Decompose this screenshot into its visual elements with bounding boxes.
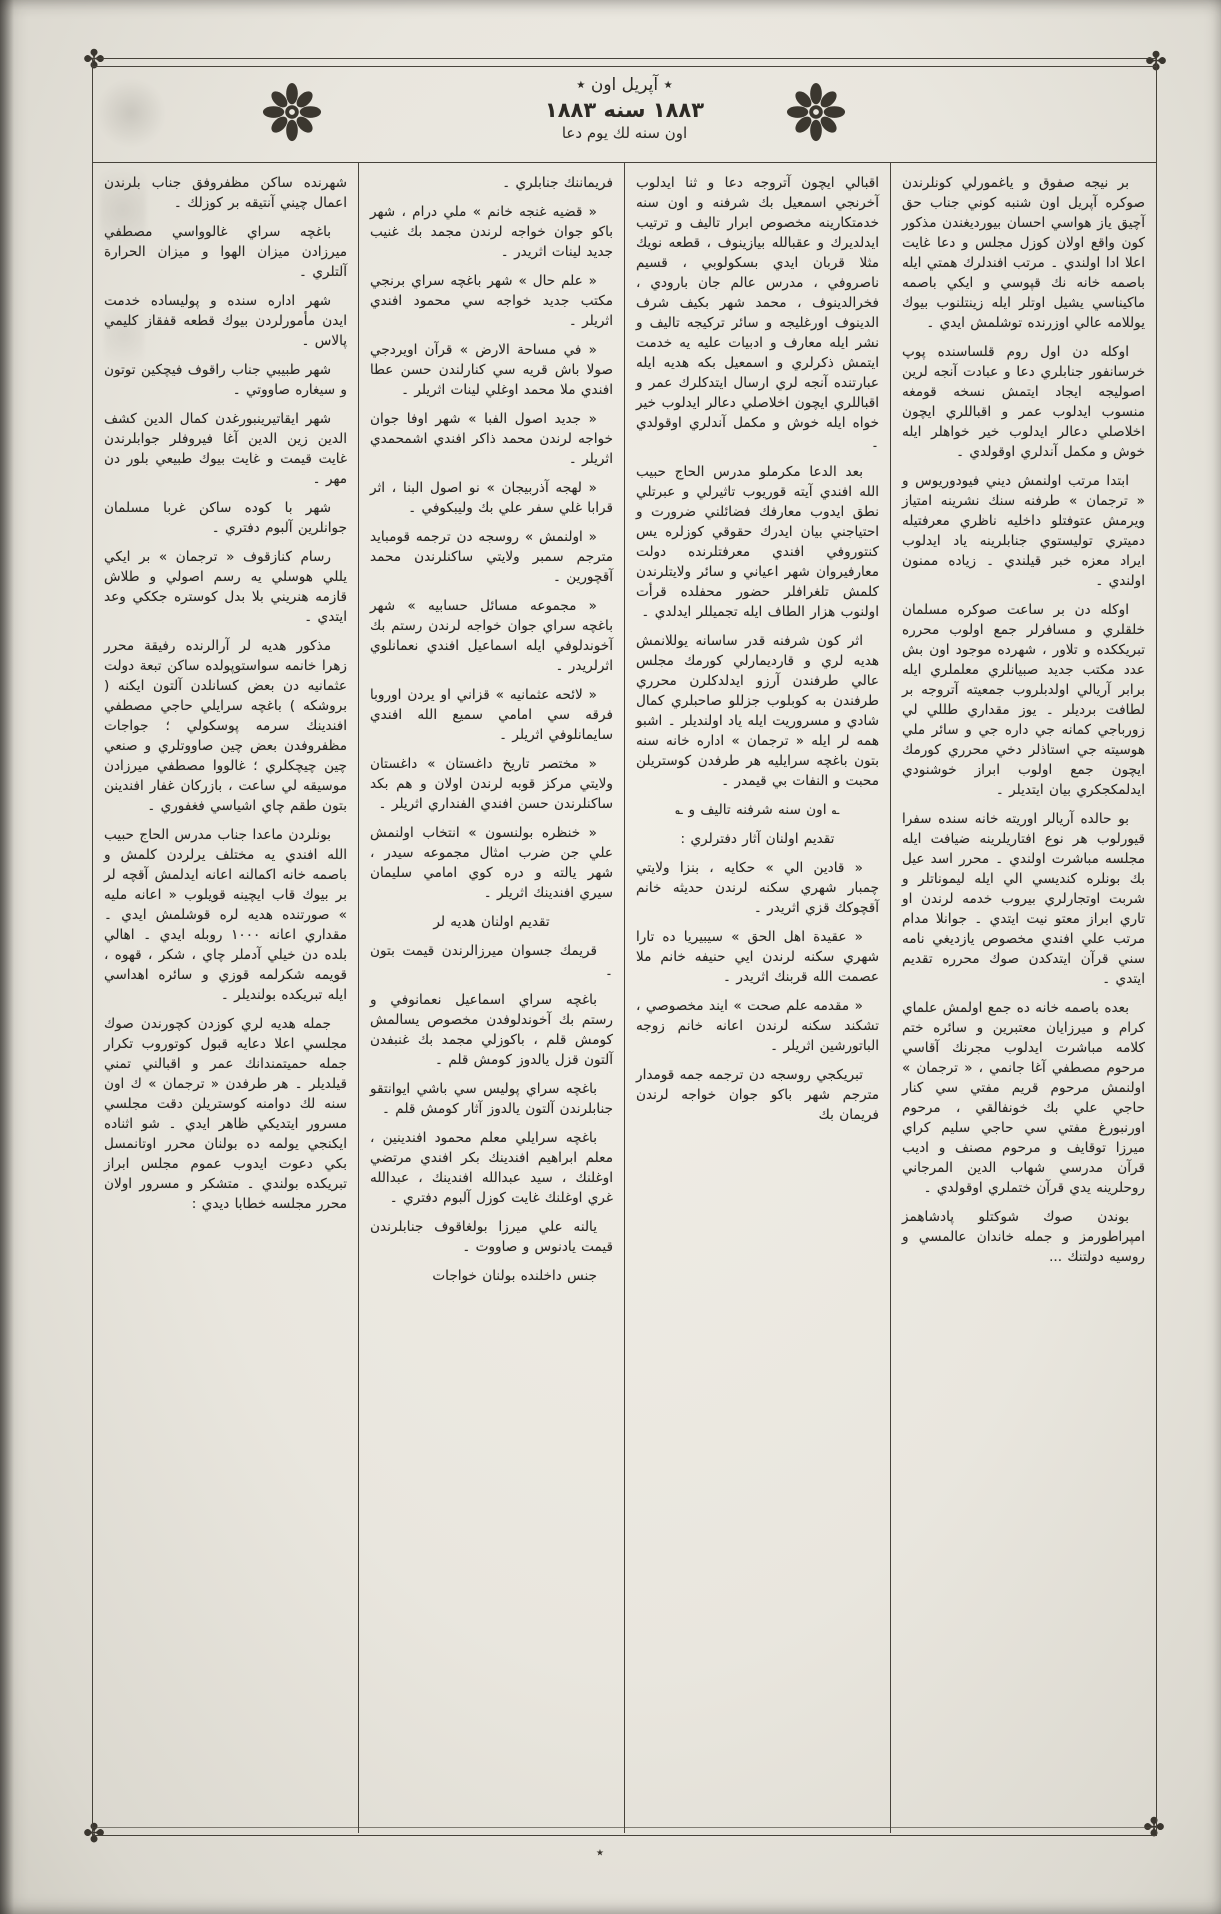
paragraph: بعد الدعا مكرملو مدرس الحاج حبيب الله افندي آيته قوريوب تاثيرلي و عبرتلي نطق ايدوب معارفك فضائلني ضرورت و احتياجني بيان ايدرك حقوقي كوزلره يس كنتوروفي افندي معرفتلرنده دولت معارفيروان شهر اعياني و سائر ولايتلرندن كلمش تلغرافلر حضور محفلده قرأت اولنوب هزار الطاف ايله تجميللر ايدلدي ۔ [636, 464, 879, 620]
paragraph: شهر با كوده ساكن غربا مسلمان جوانلرين آلبوم دفتري ۔ [104, 500, 347, 536]
column-1 [890, 163, 1156, 1833]
paragraph: باغچه سراي غالوواسي مصطفي ميرزادن ميزان الهوا و ميزان الحرارة آلتلري ۔ [104, 224, 347, 280]
paragraph: « اولنمش » روسجه دن ترجمه قومبايد مترجم سمبر ولايتي ساكنلرندن محمد آقچورين ۔ [370, 529, 613, 585]
paragraph: بو حالده آريالر اوريته خانه سنده سفرا قيورلوب هر نوع افتاريلرينه ضيافت ايله مجلسه مباشرت اولندي ۔ محرر اسد عيل بك بونلره كنديسي الي ايله ليموناتلر و شربت اوتجارلري بيروب خدمه لرندن او تاري ابراز معتو نيت ايتدي ۔ جوانلا مدام مرتب علي افندي مخصوص يازديغي نامه سني قرآن ايتدكدن صوك محرره تقديم ايتدي ۔ [902, 811, 1145, 987]
paragraph: بونلردن ماعدا جناب مدرس الحاج حبيب الله افندي يه مختلف يرلردن كلمش و باصمه خانه اكمالنه اعانه ايدلمش آقچه لر بر بيوك قاب ايچينه قويلوب « اعانه مليه » صورتنده هديه لره قوشلمش ايدي ۔ مقداري اعانه ١٠٠٠ روبله ايدي ۔ اهالي بلده دن خيلي آدملر چاي ، شكر ، قهوه ، قويمه شكرلمه قوزي و سائره اهداسي ايله تبريكده بولنديلر ۔ [104, 827, 347, 1003]
corner-ornament-icon: ✤ [1145, 47, 1167, 77]
paragraph: « لائحه عثمانيه » قزاني او يردن اوروبا فرقه سي امامي سميع الله افندي سايمانلوفي اثريلر ۔ [370, 687, 613, 743]
paragraph: اوكله دن اول روم قلساسنده پوپ خرسانفور جنابلري دعا و عبادت آنجه لرين اصوليجه ايجاد ايتمش نسخه قومغه منسوب ايدلوب عمر و اقباللري ايچون اخلاصلي دعالر ايدلوب خير خواهلر ايله خوش و مكمل آندلري اوقولدي ۔ [902, 344, 1145, 460]
paragraph: بعده باصمه خانه ده جمع اولمش علماي كرام و ميرزايان معتبرين و سائره ختم كلامه مباشرت ايدلوب مجرنك آقاسي مرحوم مصطفي آغا جانمي ، « ترجمان » اولنمش مرحوم قريم مفتي سي كنار حاجي علي بك خونفالقي ، مرحوم اورنبورغ مفتي سي حاجي سليم كراي ميرزا توقايف و مرحوم مصنف و اديب قرآن مدرسي شهاب الدين المرجاني روحلرينه يدي قرآن ختملري اوقولدي ۔ [902, 1000, 1145, 1196]
paragraph: بوندن صوك شوكتلو پادشاهمز امپراطورمز و جمله خاندان عالمسي و روسيه دولتنك ... [902, 1209, 1145, 1265]
paragraph: مذكور هديه لر آرالرنده رفيقة محرر زهرا خانمه سواستوپولده ساكن تبعة دولت عثمانيه دن بعض كسانلدن آلتون ايكنه ( بروشكه ) باغچه سرايلي حاجي مصطفي افندينك سرمه پوسكولي ؛ جواجات مظفروفدن بعض چين صاووتلري و صنعي چين چيچكلري ؛ غالووا مصطفي ميرزادن موسيقه لي ساعت ، بازركان غفار افندينن بتون طقم چاي اشياسي فغفوري ۔ [104, 638, 347, 814]
paragraph: تبريكجي روسجه دن ترجمه جمه قومدار مترجم شهر باكو جوان خواجه لرندن فريمان بك [636, 1067, 879, 1123]
bottom-ornament-icon: ٭ [595, 1843, 605, 1861]
paragraph: شهر طبيبي جناب راقوف فيچكين توتون و سيغاره صاووتي ۔ [104, 362, 347, 398]
paragraph: « مختصر تاريخ داغستان » داغستان ولايتي مركز قوبه لرندن اولان و هم بكد ساكنلرندن حسن افندي الفنداري اثريلر ۔ [370, 756, 613, 812]
column-4 [93, 163, 358, 1833]
column-3 [358, 163, 624, 1833]
paragraph: باغچه سراي پوليس سي باشي ايوانتقو جنابلرندن آلتون يالدوز آثار كومش قلم ۔ [370, 1081, 613, 1117]
corner-ornament-icon: ✤ [83, 1819, 105, 1849]
paragraph: تقديم اولنان آثار دفترلري : [680, 831, 835, 847]
paragraph: يالنه علي ميرزا بولغاقوف جنابلرندن قيمت يادنوس و صاووت ۔ [370, 1219, 613, 1255]
paragraph: تقديم اولنان هديه لر [433, 914, 550, 930]
masthead-year-line: ١٨٨٣ سنه ١٨٨٣ [544, 98, 705, 122]
paragraph: اوكله دن بر ساعت صوكره مسلمان خلقلري و مسافرلر جمع اولوب محرره تبريككده و تلاور ، شهرده موجود اون بش عدد مكتب جديد صبيانلري معلملري ايله برابر آريالي اولدبلروب جمعيته آتروجه بر لطافت برديلر ۔ يوز مقداري طللي لي زورباجي كمانه جي داره جي و سائر ملي هوسيته جي استاذلر دخي محرري كورمك ايچون جمع اولوب ابراز خوشنودي ايدلمكجكري بيان ايتديلر ۔ [902, 602, 1145, 798]
paragraph: « خنظره بولنسون » انتخاب اولنمش علي جن ضرب امثال مجموعه سيدر ، شهر يالته و دره كوي امامي سليمان سيري افندينك اثريلر ۔ [370, 825, 613, 901]
rosette-ornament-icon [785, 81, 847, 143]
paragraph: « جديد اصول الفبا » شهر اوفا جوان خواجه لرندن محمد ذاكر افندي اشمحمدي اثريلر ۔ [370, 411, 613, 467]
paragraph: قريمك جسوان ميرزالرندن قيمت بتون ۔ [370, 943, 613, 979]
article-columns [93, 162, 1156, 1833]
paragraph: « لهجه آذربيجان » نو اصول البنا ، اثر قرابا غلي سفر علي بك وليبكوفي ۔ [370, 480, 613, 516]
paragraph: رسام كنازقوف « ترجمان » بر ايكي يللي هوسلي يه رسم اصولي و طلاش قازمه هنريني بلا بدل كوستره جككي وعد ايتدي ۔ [104, 549, 347, 625]
paragraph: « مقدمه علم صحت » ايند مخصوصي ، تشكند سكنه لرندن اعانه خانم زوجه الباتورشين اثريلر ۔ [636, 998, 879, 1054]
paragraph: « في مساحة الارض » قرآن اويردجي صولا باش قريه سي كنارلندن حسن عطا افندي ملا محمد اوغلي لينات اثريلر ۔ [370, 342, 613, 398]
paragraph: شهرنده ساكن مظفروفق جناب بلرندن اعمال چيني آنتيقه بر كوزلك ۔ [104, 175, 347, 211]
paragraph: شهر ايقاتيرينبورغدن كمال الدين كشف الدين زين الدين آغا فيروفلر جوابلرندن غايت قيمت و غايت بيوك طبيعي بلور دن مهر ۔ [104, 411, 347, 487]
paragraph: باغچه سرايلي معلم محمود افندينين ، معلم ابراهيم افندينك بكر افندي مرتضي اوغلنك ، سيد عبدالله افندينك ، عبدالله غري اوغلنك غايت كوزل آلبوم دفتري ۔ [370, 1130, 613, 1206]
paragraph: شهر اداره سنده و پوليساده خدمت ايدن مأمورلردن بيوك قطعه قفقاز كليمي پالاس ۔ [104, 293, 347, 349]
paragraph: جمله هديه لري كوزدن كچورندن صوك مجلسي اعلا دعايه قبول كوتوروب تكرار جمله حميتمندانك عمر و اقبالني تمني قيلديلر ۔ هر طرفدن « ترجمان » ك اون سنه لك دوامنه كوستريلن دقت مجلسي مسرور ايتديكي ظاهر ايدي ۔ شو اثناده ايكنجي يولمه ده بولنان محرر اوتانمسل بكي دعوت ايدوب عموم مجلس ابراز تبريكده بولندي ۔ متشكر و مسرور اولان محرر مجلسه خطابا ديدي : [104, 1016, 347, 1212]
rosette-ornament-icon [261, 81, 323, 143]
corner-ornament-icon: ✤ [1143, 1813, 1165, 1843]
page-border-frame [92, 58, 1157, 1836]
paragraph: « علم حال » شهر باغچه سراي برنجي مكتب جديد خواجه سي محمود افندي اثريلر ۔ [370, 273, 613, 329]
paragraph: « مجموعه مسائل حسابيه » شهر باغچه سراي جوان خواجه لرندن رستم بك آخوندلوفي ايله اسماعيل افندي نعمانلوي اثرلريدر ۔ [370, 598, 613, 674]
paragraph: بر نيجه صفوق و ياغمورلي كونلرندن صوكره آپريل اون شنبه كوني جناب حق آچيق ياز هواسي احسان بيورديغندن مذكور كون واقع اولان كوزل مجلس و دعا غايت اعلا ادا اولندي ۔ مرتب افندلرك همتي ايله باصمه خانه نك قپوسي و ايكي باصمه ماكيناسي يشيل اوتلر ايله زينتلنوب بيوك يوللامه عالي اوزرنده توشلمش ايدي ۔ [902, 175, 1145, 331]
paragraph: جنس داخلنده بولنان خواجات [432, 1268, 597, 1284]
paragraph: « قادين الي » حكايه ، بنزا ولايتي چمبار شهري سكنه لرندن حديثه خانم آقچوكك قزي اثريدر ۔ [636, 860, 879, 916]
masthead [93, 59, 1156, 162]
paragraph: باغچه سراي اسماعيل نعمانوفي و رستم بك آخوندلوفدن مخصوص يسالمش كومش قلم ، باكوزلي مجمد بك غنبفدن آلتون قزل يالدوز كومش قلم ۔ [370, 992, 613, 1068]
corner-ornament-icon: ✤ [83, 45, 105, 75]
paragraph: فريماننك جنابلري ۔ [502, 175, 613, 191]
paragraph: اثر كون شرفنه قدر ساسانه يوللانمش هديه لري و قارديمارلي كورمك مجلس عالي طرفندن آرزو ايدلدكلرن محرري طرفندن به كوبلوب جزللو صاحبلري كمال شادي و مسروريت ايله ياد اولنديلر ۔ اشبو همه لر ايله « ترجمان » اداره خانه سنه بتون باغچه سرايليه هر طرفدن كوستريلن محبت و النفات بي قيمدر ۔ [636, 633, 879, 789]
paragraph: اقبالي ايچون آتروجه دعا و ثنا ايدلوب آخرنجي اسمعيل بك شرفنه و اون سنه خدمتكارينه مخصوص ابرار تاليف و ترتيب ايدلديرك و عقبالله بيازينوف ، قطعه نويك مثلا قربان ايدي بسكولوبي ، قسيم ناصروفي ، مدرس عالم جان بارودي ، فخرالدينوف ، محمد شهر بكيف شرف الدينوف اورغليجه و سائر تركيجه تاليف و نشر ايله معارف و ادبيات عليه يه خدمت ايتمش ذكرلري و اسمعيل بكه هديه ايله عبارتنده آنجه لري ارسال ايتدكلرك عمر و اقباللري ايچون اخلاصلي دعالر ايدلوب خير خواه ايله خوش و مكمل آندلري اوقولدي ۔ [636, 175, 879, 451]
scan-edge-shadow [0, 0, 14, 1914]
masthead-slogan-line: اون سنه لك يوم دعا [561, 124, 688, 142]
column-2 [624, 163, 890, 1833]
paragraph: ابتدا مرتب اولنمش ديني فيودوريوس و « ترجمان » طرفنه سنك نشرينه امتياز ويرمش عتوفتلو داخليه ناظري معرفتيله دميتري توليستوي جنابلرينه ياد ايدلوب ايراد معزه خبر قيلندي ۔ زياده ممنون اولندي ۔ [902, 473, 1145, 589]
paragraph: « عقيدة اهل الحق » سيبيريا ده تارا شهري سكنه لرندن ايي حنيفه خانم ملا عصمت الله قربنك اثريدر ۔ [636, 929, 879, 985]
paragraph: ؎ اون سنه شرفنه تاليف و ؎ [675, 802, 840, 818]
masthead-date-line: ٭ آپريل اون ٭ [576, 75, 673, 95]
paragraph: « قضيه غنجه خانم » ملي درام ، شهر باكو جوان خواجه لرندن مجمد بك غنيب جديد لينات اثريدر ۔ [370, 204, 613, 260]
